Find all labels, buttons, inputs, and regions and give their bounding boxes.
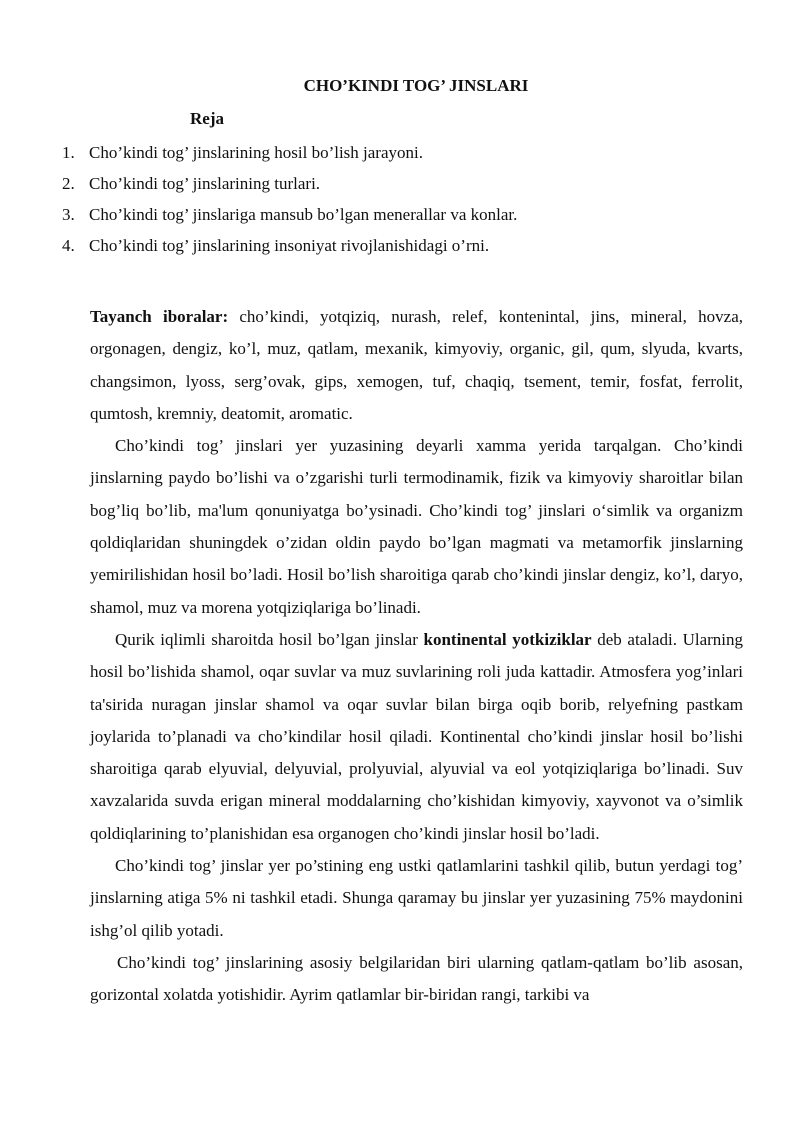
plan-item-number: 4. (62, 236, 75, 255)
paragraph-2-end: deb ataladi. Ularning hosil bo’lishida shamol, oqar suvlar va muz suvlarining roli juda kattadir. Atmosfera yog’inlari ta'sirida nuragan jinslar shamol va oqar suvlar bilan birga oqib borib, relyefning pastkam joylarida to’planadi va cho’kindilar hosil qiladi. Kontinental cho’kindi jinslar hosil bo’lishi sharoitiga qarab elyuvial, delyuvial, prolyuvial, alyuvial va eol yotqiziqlariga bo’linadi. Suv xavzalarida suvda erigan mineral moddalarning cho’kishidan kimyoviy, xayvonot va o’simlik qoldiqlarining to’planishidan esa organogen cho’kindi jinslar hosil bo’ladi. (90, 629, 743, 843)
plan-item-number: 1. (62, 143, 75, 162)
paragraph-4: Cho’kindi tog’ jinslarining asosiy belgilaridan biri ularning qatlam-qatlam bo’lib asosan, gorizontal xolatda yotishidir. Ayrim qatlamlar bir-biridan rangi, tarkibi va (90, 952, 743, 1005)
keywords-label: Tayanch iboralar: (90, 307, 229, 326)
keywords-text: cho’kindi, yotqiziq, nurash, relef, kontenintal, jins, mineral, hovza, orgonagen, dengiz, ko’l, muz, qatlam, mexanik, kimyoviy, organic, gil, qum, slyuda, kvarts, changsimon, lyoss, serg’ovak, gips, xemogen, tuf, chaqiq, tsement, temir, fosfat, ferrolit, qumtosh, kremniy, deatomit, aromatic. (90, 307, 743, 423)
plan-list (62, 142, 517, 266)
paragraph-3: Cho’kindi tog’ jinslar yer po’stining eng ustki qatlamlarini tashkil qilib, butun yerdagi tog’ jinslarning atiga 5% ni tashkil etadi. Shunga qaramay bu jinslar yer yuzasining 75% maydonini ishg’ol qilib yotadi. (90, 856, 743, 940)
plan-item (62, 173, 517, 204)
paragraph-2 (90, 624, 743, 850)
plan-heading: Reja (190, 109, 224, 128)
plan-item (62, 204, 517, 235)
plan-item-text: Cho’kindi tog’ jinslariga mansub bo’lgan menerallar va konlar. (89, 205, 518, 224)
paragraph-2-start: Qurik iqlimli sharoitda hosil bo’lgan jinslar (115, 629, 424, 649)
plan-item-text: Cho’kindi tog’ jinslarining insoniyat rivojlanishidagi o’rni. (89, 236, 490, 255)
plan-item-text: Cho’kindi tog’ jinslarining hosil bo’lish jarayoni. (89, 143, 423, 162)
plan-item-text: Cho’kindi tog’ jinslarining turlari. (89, 174, 321, 193)
plan-item-number: 3. (62, 205, 75, 224)
keywords-paragraph (90, 301, 743, 430)
paragraph-2-term: kontinental yotkiziklar (423, 629, 592, 649)
plan-item-number: 2. (62, 174, 75, 193)
document-title: CHO’KINDI TOG’ JINSLARI (303, 76, 529, 95)
document-body (90, 301, 743, 1012)
plan-item (62, 235, 517, 266)
plan-item (62, 142, 517, 173)
paragraph-1: Cho’kindi tog’ jinslari yer yuzasining deyarli xamma yerida tarqalgan. Cho’kindi jinslarning paydo bo’lishi va o’zgarishi turli termodinamik, fizik va kimyoviy sharoitlar bilan bog’liq bo’lib, ma'lum qonuniyatga bo’ysinadi. Cho’kindi tog’ jinslari o‘simlik va organizm qoldiqlaridan shuningdek o’zidan oldin paydo bo’lgan magmati va metamorfik jinslarning yemirilishidan hosil bo’ladi. Hosil bo’lish sharoitiga qarab cho’kindi jinslar dengiz, ko’l, daryo, shamol, muz va morena yotqiziqlariga bo’linadi. (90, 436, 743, 617)
